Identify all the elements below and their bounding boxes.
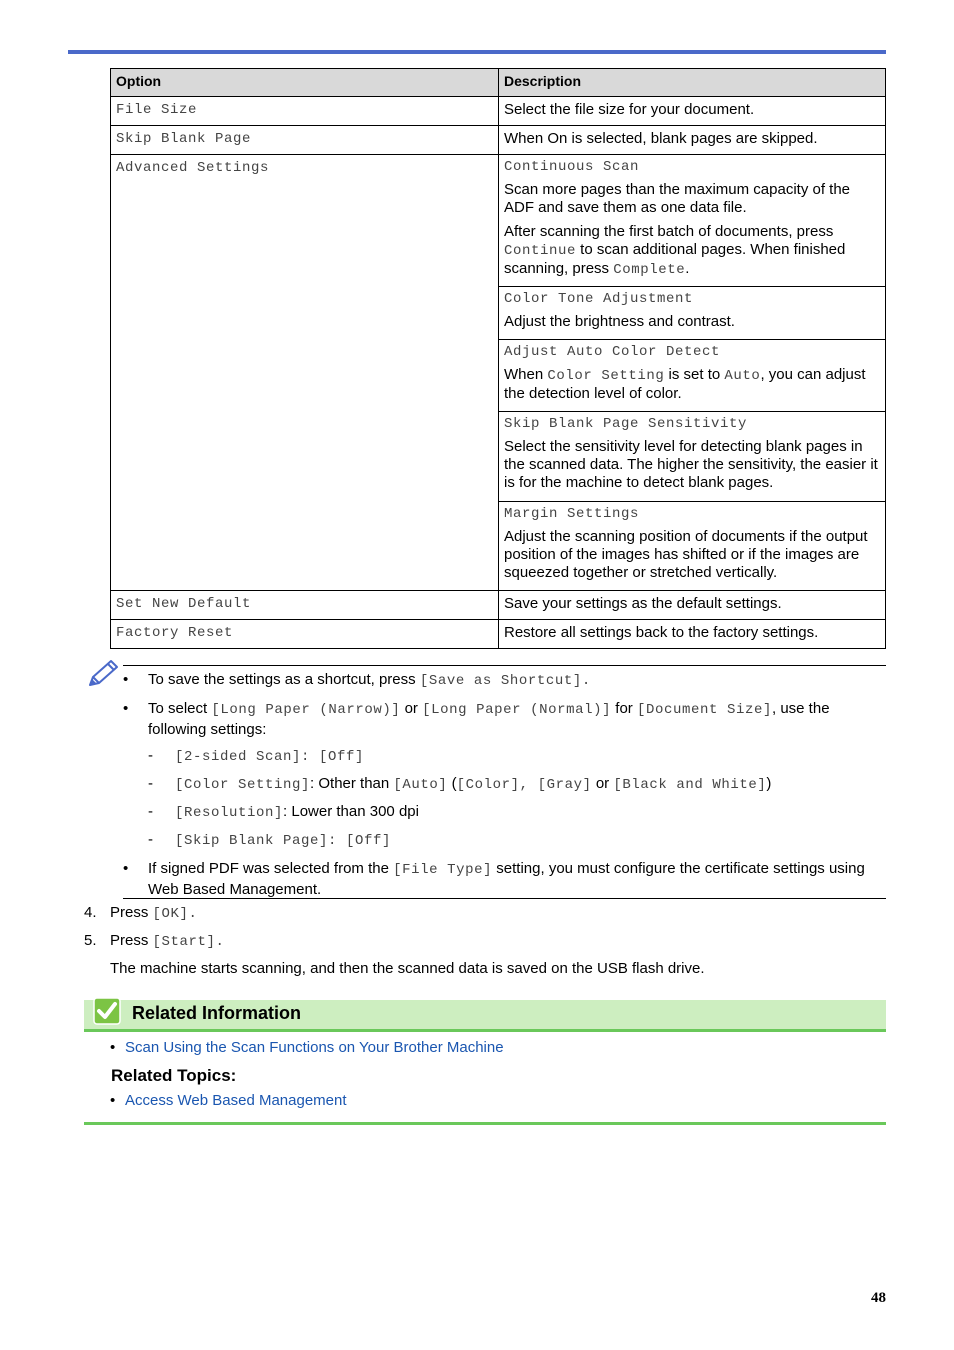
note-rule-top <box>123 665 886 666</box>
list-item: - [2-sided Scan]: [Off] <box>148 746 886 767</box>
sub-setting-name: Color Tone Adjustment <box>504 291 694 307</box>
sub-setting-margin <box>499 501 885 590</box>
sub-setting-name: Adjust Auto Color Detect <box>504 344 721 360</box>
note-rule-bottom <box>123 898 886 899</box>
sub-setting-name: Continuous Scan <box>504 159 640 175</box>
start-label: [Start] <box>152 934 216 950</box>
description-cell: Restore all settings back to the factory settings. <box>499 620 886 649</box>
continue-label: Continue <box>504 243 577 259</box>
sub-setting-desc: When Color Setting is set to Auto, you can adjust the detection level of color. <box>504 366 866 402</box>
table-row <box>111 591 886 620</box>
sub-setting-color-tone <box>499 286 885 339</box>
procedure-steps <box>84 903 884 979</box>
option-cell <box>111 591 499 620</box>
long-paper-settings <box>148 746 886 851</box>
note-list <box>123 670 886 908</box>
scan-functions-link[interactable]: Scan Using the Scan Functions on Your Brother Machine <box>125 1039 504 1056</box>
ok-label: [OK] <box>152 906 189 922</box>
sub-setting-continuous-scan <box>499 155 885 286</box>
option-cell <box>111 126 499 155</box>
note-bullet-signed-pdf: • If signed PDF was selected from the [File Type] setting, you must configure the certificate settings using Web Based Management. <box>123 859 886 900</box>
option-name: Advanced Settings <box>116 160 270 176</box>
note-bullet-shortcut: • To save the settings as a shortcut, press [Save as Shortcut]. <box>123 670 886 691</box>
list-item <box>110 1091 870 1111</box>
related-title: Related Information <box>132 1003 302 1023</box>
sub-setting-name: Skip Blank Page Sensitivity <box>504 416 748 432</box>
step-4: 4. Press [OK]. <box>84 904 198 922</box>
sub-setting-auto-color <box>499 339 885 411</box>
list-item: - [Color Setting]: Other than [Auto] ([Color], [Gray] or [Black and White]) <box>148 774 886 795</box>
description-cell: Select the file size for your document. <box>499 97 886 126</box>
note-bullet-long-paper: • To select [Long Paper (Narrow)] or [Long Paper (Normal)] for [Document Size], use the following settings: - [2-sided Scan]: [Off] - [Color Setting]: Other than [Auto] ([Color], [Gray] or [Black and White]) - [Resolution]: Lower than 300 dpi - [Skip Blank Page]: [Off] <box>123 699 886 851</box>
complete-label: Complete <box>613 262 686 278</box>
option-cell <box>111 620 499 649</box>
table-row <box>111 155 886 591</box>
description-cell: When On is selected, blank pages are skipped. <box>499 126 886 155</box>
sub-setting-blank-sensitivity <box>499 411 885 501</box>
option-name: Skip Blank Page <box>116 131 252 147</box>
table-row <box>111 620 886 649</box>
related-topics-links <box>110 1091 870 1111</box>
table-header-row <box>111 69 886 97</box>
related-topics-label: Related Topics: <box>111 1066 237 1085</box>
step-result: The machine starts scanning, and then the scanned data is saved on the USB flash drive. <box>110 960 705 977</box>
sub-setting-desc: Select the sensitivity level for detecting blank pages in the scanned data. The higher the sensitivity, the easier it is for the machine to detect blank pages. <box>504 438 878 491</box>
list-item: - [Skip Blank Page]: [Off] <box>148 830 886 851</box>
sub-setting-name: Margin Settings <box>504 506 640 522</box>
list-item: - [Resolution]: Lower than 300 dpi <box>148 802 886 823</box>
pencil-icon <box>86 658 120 690</box>
option-cell <box>111 97 499 126</box>
option-cell <box>111 155 499 591</box>
description-cell: Save your settings as the default settings. <box>499 591 886 620</box>
table-row <box>111 97 886 126</box>
checkmark-icon <box>93 997 121 1025</box>
list-item <box>110 1038 870 1058</box>
related-header <box>84 1000 886 1032</box>
related-links <box>110 1038 870 1058</box>
option-name: File Size <box>116 102 198 118</box>
header-rule <box>68 50 886 54</box>
step-5: 5. Press [Start]. <box>84 932 225 950</box>
option-name: Factory Reset <box>116 625 234 641</box>
option-header: Option <box>111 69 499 97</box>
related-information <box>84 1000 886 1109</box>
settings-table <box>110 68 886 649</box>
related-end-rule <box>84 1122 886 1125</box>
sub-setting-desc: After scanning the first batch of documents, press Continue to scan additional pages. When finished scanning, press Complete. <box>504 223 846 278</box>
advanced-settings-cell <box>499 155 886 591</box>
web-based-management-link[interactable]: Access Web Based Management <box>125 1092 347 1109</box>
table-row <box>111 126 886 155</box>
description-header: Description <box>499 69 886 97</box>
sub-setting-desc: Scan more pages than the maximum capacity of the ADF and save them as one data file. <box>504 181 851 216</box>
sub-setting-desc: Adjust the scanning position of documents if the output position of the images has shifted or if the images are squeezed together or stretched vertically. <box>504 528 868 581</box>
page-number: 48 <box>871 1290 886 1306</box>
option-name: Set New Default <box>116 596 252 612</box>
sub-setting-desc: Adjust the brightness and contrast. <box>504 313 735 330</box>
